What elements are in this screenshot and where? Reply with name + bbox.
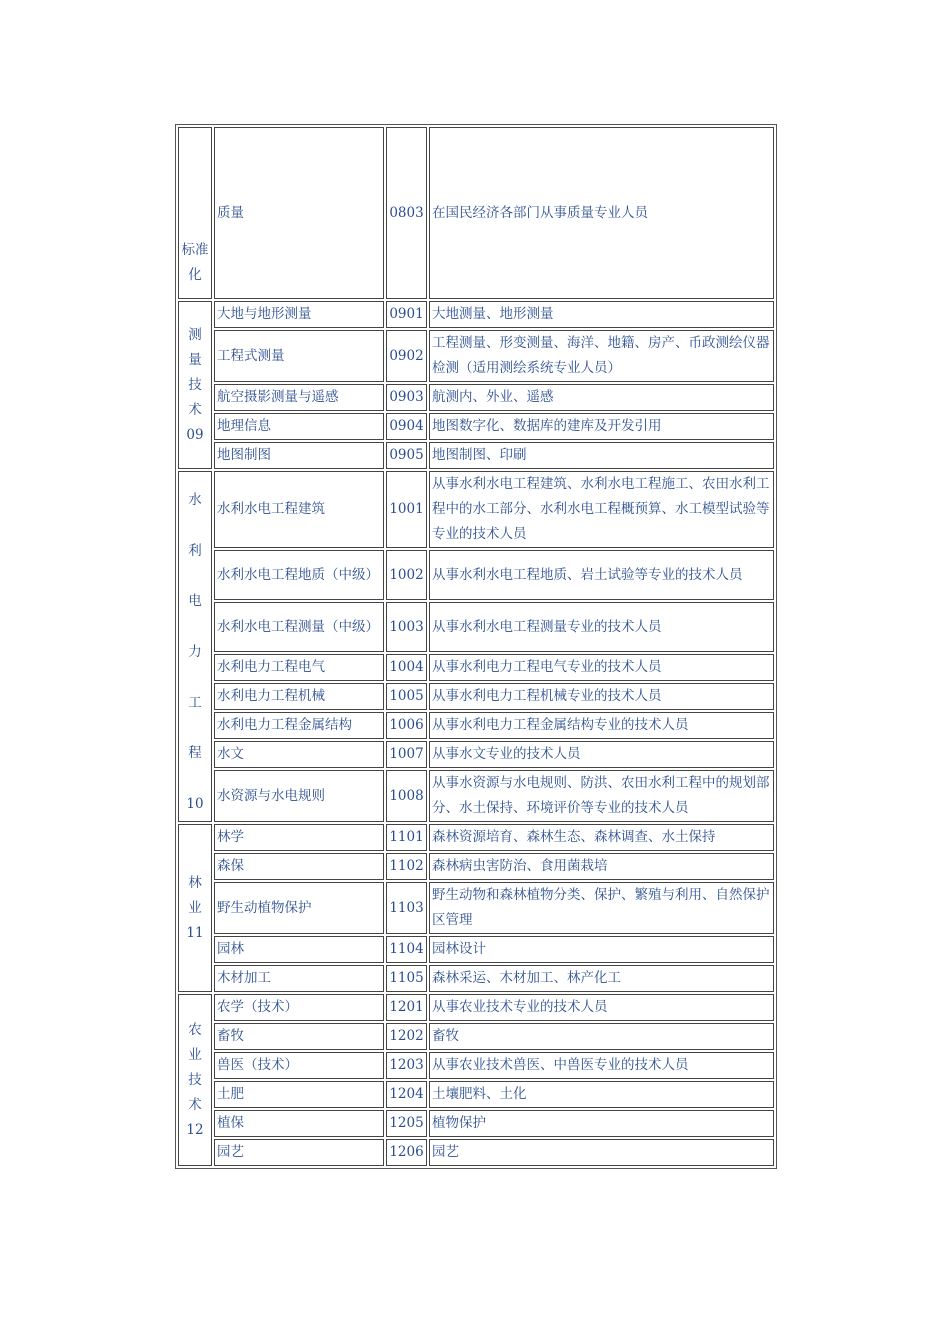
profession-description: 地图制图、印刷 bbox=[429, 442, 774, 469]
profession-name: 水利水电工程地质（中级） bbox=[214, 550, 384, 600]
profession-name: 水利水电工程建筑 bbox=[214, 471, 384, 548]
category-text: 水 bbox=[188, 492, 202, 508]
profession-description: 森林病虫害防治、食用菌栽培 bbox=[429, 853, 774, 880]
profession-description: 从事农业技术专业的技术人员 bbox=[429, 994, 774, 1021]
profession-name: 航空摄影测量与遥感 bbox=[214, 384, 384, 411]
profession-code: 1101 bbox=[386, 824, 427, 851]
profession-table-page bbox=[175, 124, 775, 1195]
table-row bbox=[178, 602, 774, 652]
profession-code: 0905 bbox=[386, 442, 427, 469]
profession-name: 野生动植物保护 bbox=[214, 882, 384, 934]
profession-code: 1203 bbox=[386, 1052, 427, 1079]
profession-table-body bbox=[178, 127, 774, 1166]
profession-code: 1007 bbox=[386, 741, 427, 768]
table-row bbox=[178, 127, 774, 299]
profession-code: 1103 bbox=[386, 882, 427, 934]
table-row bbox=[178, 882, 774, 934]
category-text: 11 bbox=[186, 924, 204, 941]
profession-description: 森林资源培育、森林生态、森林调查、水土保持 bbox=[429, 824, 774, 851]
category-cell bbox=[178, 471, 212, 822]
profession-description: 野生动物和森林植物分类、保护、繁殖与利用、自然保护区管理 bbox=[429, 882, 774, 934]
profession-name: 工程式测量 bbox=[214, 330, 384, 382]
profession-description: 从事水利电力工程机械专业的技术人员 bbox=[429, 683, 774, 710]
profession-code: 1005 bbox=[386, 683, 427, 710]
profession-code: 1102 bbox=[386, 853, 427, 880]
profession-description: 从事水文专业的技术人员 bbox=[429, 741, 774, 768]
category-label bbox=[181, 1018, 209, 1143]
category-cell bbox=[178, 994, 212, 1166]
category-text: 农 bbox=[188, 1021, 202, 1038]
profession-description: 畜牧 bbox=[429, 1023, 774, 1050]
category-text: 技 bbox=[188, 1071, 202, 1088]
category-cell bbox=[178, 301, 212, 469]
profession-name: 木材加工 bbox=[214, 965, 384, 992]
category-text: 09 bbox=[186, 426, 204, 443]
profession-name: 园艺 bbox=[214, 1139, 384, 1166]
profession-name: 森保 bbox=[214, 853, 384, 880]
profession-code: 0803 bbox=[386, 127, 427, 299]
table-row bbox=[178, 683, 774, 710]
table-row bbox=[178, 824, 774, 851]
category-cell bbox=[178, 824, 212, 992]
profession-description: 土壤肥料、土化 bbox=[429, 1081, 774, 1108]
profession-code: 0901 bbox=[386, 301, 427, 328]
table-row bbox=[178, 413, 774, 440]
profession-description: 从事水利电力工程金属结构专业的技术人员 bbox=[429, 712, 774, 739]
profession-description: 从事水资源与水电规则、防洪、农田水利工程中的规划部分、水土保持、环境评价等专业的技术人员 bbox=[429, 770, 774, 822]
profession-name: 水利电力工程机械 bbox=[214, 683, 384, 710]
profession-code: 1006 bbox=[386, 712, 427, 739]
table-row bbox=[178, 770, 774, 822]
category-label bbox=[181, 476, 209, 817]
profession-table bbox=[175, 124, 777, 1169]
profession-description: 地图数字化、数据库的建库及开发引用 bbox=[429, 413, 774, 440]
profession-code: 1201 bbox=[386, 994, 427, 1021]
table-row bbox=[178, 1081, 774, 1108]
profession-code: 0902 bbox=[386, 330, 427, 382]
profession-code: 1204 bbox=[386, 1081, 427, 1108]
category-text: 10 bbox=[186, 795, 204, 812]
profession-description: 园艺 bbox=[429, 1139, 774, 1166]
profession-name: 农学（技术） bbox=[214, 994, 384, 1021]
profession-description: 从事水利电力工程电气专业的技术人员 bbox=[429, 654, 774, 681]
profession-name: 质量 bbox=[214, 127, 384, 299]
category-text: 程 bbox=[188, 745, 202, 762]
table-row bbox=[178, 301, 774, 328]
profession-code: 1008 bbox=[386, 770, 427, 822]
profession-description: 大地测量、地形测量 bbox=[429, 301, 774, 328]
category-text: 业 bbox=[188, 1046, 202, 1063]
category-text: 业 bbox=[188, 899, 202, 916]
table-row bbox=[178, 965, 774, 992]
table-row bbox=[178, 1110, 774, 1137]
category-text: 量 bbox=[188, 351, 202, 368]
category-label bbox=[181, 238, 209, 298]
profession-description: 植物保护 bbox=[429, 1110, 774, 1137]
table-row bbox=[178, 994, 774, 1021]
profession-description: 从事农业技术兽医、中兽医专业的技术人员 bbox=[429, 1052, 774, 1079]
profession-description: 从事水利水电工程测量专业的技术人员 bbox=[429, 602, 774, 652]
profession-code: 0903 bbox=[386, 384, 427, 411]
profession-code: 1105 bbox=[386, 965, 427, 992]
category-text: 利 bbox=[188, 542, 202, 559]
category-text: 术 bbox=[188, 401, 202, 418]
profession-description: 森林采运、木材加工、林产化工 bbox=[429, 965, 774, 992]
profession-description: 从事水利水电工程建筑、水利水电工程施工、农田水利工程中的水工部分、水利水电工程概预算、水工模型试验等专业的技术人员 bbox=[429, 471, 774, 548]
profession-code: 1206 bbox=[386, 1139, 427, 1166]
profession-name: 园林 bbox=[214, 936, 384, 963]
table-row bbox=[178, 1052, 774, 1079]
profession-name: 畜牧 bbox=[214, 1023, 384, 1050]
category-text: 工 bbox=[188, 694, 202, 711]
profession-name: 水利电力工程金属结构 bbox=[214, 712, 384, 739]
profession-description: 工程测量、形变测量、海洋、地籍、房产、币政测绘仪器检测（适用测绘系统专业人员） bbox=[429, 330, 774, 382]
category-cell bbox=[178, 127, 212, 299]
profession-name: 水利电力工程电气 bbox=[214, 654, 384, 681]
profession-code: 1205 bbox=[386, 1110, 427, 1137]
profession-name: 水利水电工程测量（中级） bbox=[214, 602, 384, 652]
table-row bbox=[178, 741, 774, 768]
table-row bbox=[178, 853, 774, 880]
profession-code: 1001 bbox=[386, 471, 427, 548]
profession-description: 在国民经济各部门从事质量专业人员 bbox=[429, 127, 774, 299]
category-text: 12 bbox=[186, 1121, 204, 1138]
profession-code: 1002 bbox=[386, 550, 427, 600]
category-text: 标准 bbox=[181, 242, 209, 258]
table-row bbox=[178, 1139, 774, 1166]
category-text: 力 bbox=[188, 643, 202, 660]
table-row bbox=[178, 384, 774, 411]
category-text: 电 bbox=[188, 593, 202, 610]
category-text: 化 bbox=[188, 267, 202, 283]
profession-code: 1202 bbox=[386, 1023, 427, 1050]
category-label bbox=[181, 323, 209, 448]
profession-description: 从事水利水电工程地质、岩土试验等专业的技术人员 bbox=[429, 550, 774, 600]
table-row bbox=[178, 1023, 774, 1050]
table-row bbox=[178, 471, 774, 548]
profession-code: 1004 bbox=[386, 654, 427, 681]
category-text: 术 bbox=[188, 1096, 202, 1113]
table-row bbox=[178, 936, 774, 963]
table-row bbox=[178, 654, 774, 681]
profession-description: 航测内、外业、遥感 bbox=[429, 384, 774, 411]
profession-name: 水资源与水电规则 bbox=[214, 770, 384, 822]
profession-name: 地图制图 bbox=[214, 442, 384, 469]
category-text: 测 bbox=[188, 326, 202, 343]
profession-code: 1104 bbox=[386, 936, 427, 963]
profession-name: 植保 bbox=[214, 1110, 384, 1137]
category-text: 林 bbox=[188, 874, 202, 891]
table-row bbox=[178, 330, 774, 382]
profession-name: 林学 bbox=[214, 824, 384, 851]
table-row bbox=[178, 550, 774, 600]
table-row bbox=[178, 712, 774, 739]
profession-name: 水文 bbox=[214, 741, 384, 768]
profession-description: 园林设计 bbox=[429, 936, 774, 963]
table-row bbox=[178, 442, 774, 469]
profession-code: 1003 bbox=[386, 602, 427, 652]
profession-name: 土肥 bbox=[214, 1081, 384, 1108]
category-text: 技 bbox=[188, 376, 202, 393]
profession-code: 0904 bbox=[386, 413, 427, 440]
profession-name: 大地与地形测量 bbox=[214, 301, 384, 328]
category-label bbox=[181, 871, 209, 946]
profession-name: 地理信息 bbox=[214, 413, 384, 440]
profession-name: 兽医（技术） bbox=[214, 1052, 384, 1079]
